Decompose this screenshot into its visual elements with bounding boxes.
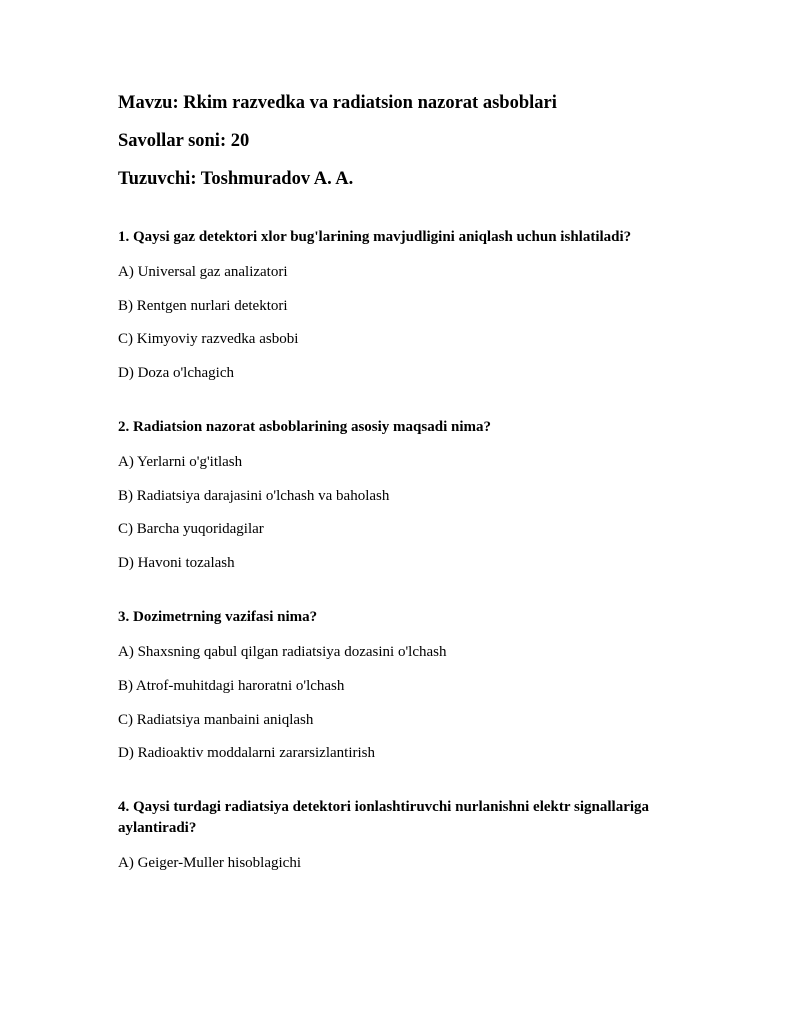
answer-option-b: B) Atrof-muhitdagi haroratni o'lchash [118,677,345,694]
answer-option-a: A) Geiger-Muller hisoblagichi [118,855,301,872]
answer-option-a: A) Yerlarni o'g'itlash [118,454,243,471]
question-4 [118,797,698,873]
answer-option-a: A) Shaxsning qabul qilgan radiatsiya dozasini o'lchash [118,644,447,661]
question-text: 3. Dozimetrning vazifasi nima? [118,609,318,626]
answer-option-c: C) Radiatsiya manbaini aniqlash [118,711,314,728]
question-3 [118,607,698,763]
answer-option-b: B) Rentgen nurlari detektori [118,297,288,314]
document-header [118,92,698,190]
author-line: Tuzuvchi: Toshmuradov A. A. [118,169,354,189]
question-text: 1. Qaysi gaz detektori xlor bug'larining mavjudligini aniqlash uchun ishlatiladi? [118,229,632,245]
question-text: 2. Radiatsion nazorat asboblarining asosiy maqsadi nima? [118,419,491,436]
document-page [118,92,698,907]
question-1 [118,227,698,383]
answer-option-c: C) Kimyoviy razvedka asbobi [118,331,299,348]
answer-option-d: D) Doza o'lchagich [118,365,234,382]
answer-option-d: D) Radioaktiv moddalarni zararsizlantirish [118,745,375,762]
answer-option-b: B) Radiatsiya darajasini o'lchash va baholash [118,487,390,504]
question-text: 4. Qaysi turdagi radiatsiya detektori ionlashtiruvchi nurlanishni elektr signallariga aylantiradi? [118,799,650,837]
question-count: Savollar soni: 20 [118,131,250,151]
question-2 [118,417,698,573]
topic-title: Mavzu: Rkim razvedka va radiatsion nazorat asboblari [118,93,557,113]
answer-option-a: A) Universal gaz analizatori [118,264,288,280]
answer-option-c: C) Barcha yuqoridagilar [118,521,264,538]
answer-option-d: D) Havoni tozalash [118,555,235,572]
